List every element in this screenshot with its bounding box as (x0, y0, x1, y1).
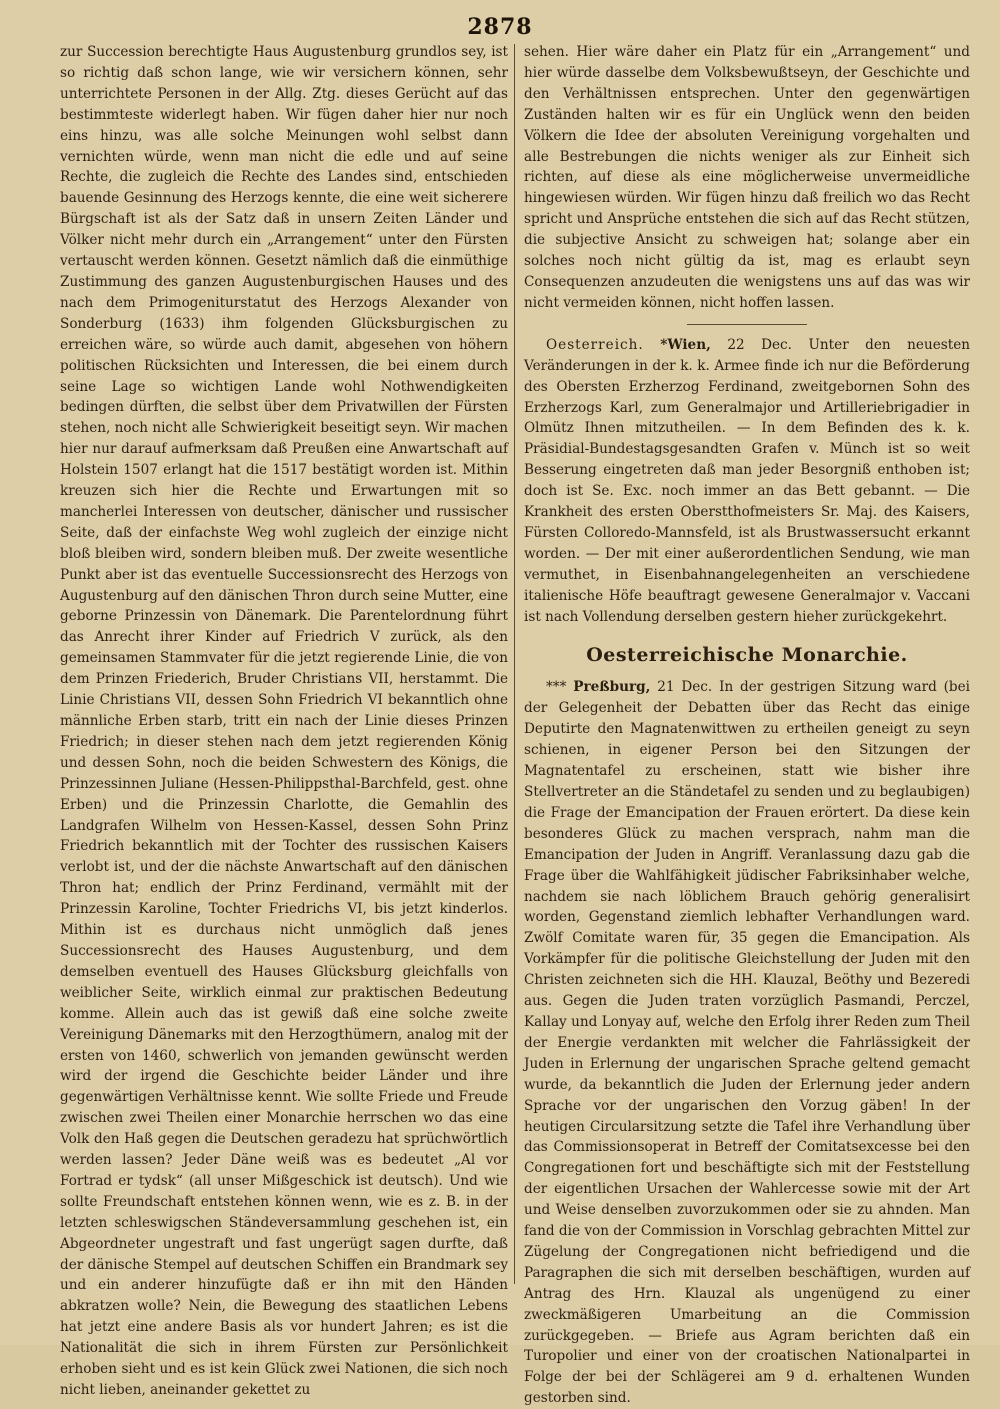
page-number: 2878 (467, 14, 533, 40)
article-continuation-end: sehen. Hier wäre daher ein Platz für ein „Arrangement“ und hier würde dasselbe dem Volksbewußtseyn, der Geschichte und den Verhältnissen entsprechen. Unter den gegenwärtigen Zuständen halten wir es für ein Unglück wenn den beiden Völkern die Idee der absoluten Vereinigung vorgehalten und alle Bestrebungen die nichts weniger als zur Einheit sich richten, auf diese als eine möglicherweise unvermeidliche hingewiesen würden. Wir fügen hinzu daß freilich wo das Recht spricht und Ansprüche entstehen die sich auf das Recht stützen, die subjective Ansicht zu schweigen hat; solange aber ein solches noch nicht gültig da ist, mag es erlaubt seyn Consequenzen anzudeuten die wenigstens uns auf das was wir nicht vermeiden können, nicht hoffen lassen. (524, 44, 970, 311)
pressburg-report (524, 677, 970, 1409)
section-heading-monarchy: Oesterreichische Monarchie. (586, 644, 908, 667)
pressburg-report-text: In der gestrigen Sitzung ward (bei der Gelegenheit der Debatten über das Recht das einige Deputirte den Magnatenwittwen zu ertheilen geneigt zu seyn schienen, in eigener Person bei den Sitzungen der Magnatentafel zu erscheinen, statt wie bisher ihre Stellvertreter an die Ständetafel zu senden und zu beglaubigen) die Frage der Emancipation der Frauen erörtert. Da diese kein besonderes Glück zu machen versprach, nahm man die Emancipation der Juden in Angriff. Veranlassung dazu gab die Frage über die Wahlfähigkeit jüdischer Fabriksinhaber welche, nachdem sie nach löblichem Brauch gehörig generalisirt worden, Gegenstand ziemlich lebhafter Verhandlungen ward. Zwölf Comitate waren für, 35 gegen die Emancipation. Als Vorkämpfer für die politische Gleichstellung der Juden mit den Christen zeichneten sich die HH. Klauzal, Beöthy und Bezeredi aus. Gegen die Juden traten vorzüglich Pasmandi, Perczel, Kallay und Lonyay auf, welche den Erfolg ihrer Reden zum Theil der Energie verdankten mit welcher die Fahrlässigkeit der Juden in Erlernung der ungarischen Sprache geltend gemacht wurde, da bekanntlich die Juden der Erlernung jeder andern Sprache vor der ungarischen den Vorzug gäben! In der heutigen Circularsitzung setzte die Tafel ihre Verhandlung über das Commissionsoperat in Betreff der Comitatsexcesse bei den Congregationen fort und beschäftigte sich mit der Feststellung der eigentlichen Ursachen der Wahlercesse sowie mit der Art und Weise denselben zuvorzukommen oder sie zu ahnden. Man fand die von der Commission in Vorschlag gebrachten Mittel zur Zügelung der Congregationen nicht befriedigend und die Paragraphen die sich mit derselben beschäftigen, wurden auf Antrag des Hrn. Klauzal als ungenügend zu einer zweckmäßigeren Umarbeitung an die Commission zurückgegeben. — Briefe aus Agram berichten daß ein Turopolier und einer von der croatischen Nationalpartei in Folge der bei der Schlägerei am 9 d. erhaltenen Wunden gestorben sind. (524, 679, 971, 1407)
austria-report-text: Unter den neuesten Veränderungen in der k. k. Armee finde ich nur die Beförderung des Obersten Erzherzog Ferdinand, zweitgebornen Sohn des Erzherzogs Karl, zum Generalmajor und Artilleriebrigadier in Olmütz Ihnen mitzutheilen. — In dem Befinden des k. k. Präsidial-Bundestagsgesandten Grafen v. Münch ist so weit Besserung eingetreten daß man jeder Besorgniß enthoben ist; doch ist Se. Exc. noch immer an das Bett gebannt. — Die Krankheit des ersten Oberstthofmeisters Sr. Maj. des Kaisers, Fürsten Colloredo-Mannsfeld, ist als Brustwassersucht erkannt worden. — Der mit einer außerordentlichen Sendung, wie man vermuthet, in Eisenbahnangelegenheiten an verschiedene italienische Höfe beauftragt gewesene Generalmajor v. Vaccani ist nach Vollendung derselben gestern hieher zurückgekehrt. (524, 336, 970, 625)
column-divider (514, 44, 515, 1284)
dateline-date-pressburg: 21 Dec. (657, 679, 713, 696)
dateline-place-wien: *Wien, (660, 336, 711, 353)
dateline-place-pressburg: Preßburg, (573, 679, 651, 696)
austria-report (524, 335, 970, 628)
country-heading-austria: Oesterreich. (546, 336, 644, 353)
section-divider (687, 324, 807, 325)
right-column (524, 42, 970, 1409)
article-continuation-paragraph: zur Succession berechtigte Haus Augustenburg grundlos sey, ist so richtig daß schon lange, wie wir versichern können, sehr unterrichtete Personen in der Allg. Ztg. dieses Gerücht auf das bestimmteste widerlegt haben. Wir fügen daher hier nur noch eins hinzu, was alle solche Meinungen wohl selbst dann vernichten würde, wenn man nicht die edle und auf seine Rechte, die zugleich die Rechte des Landes sind, entschieden bauende Gesinnung des Herzogs kennte, die eine weit sicherere Bürgschaft ist als der Satz daß in unsern Zeiten Länder und Völker nicht mehr durch ein „Arrangement“ unter den Fürsten vertauscht werden können. Gesetzt nämlich daß die einmüthige Zustimmung des ganzen Augustenburgischen Hauses und des nach dem Primogeniturstatut des Herzogs Alexander von Sonderburg (1633) ihm folgenden Glücksburgischen zu erreichen wäre, so würde auch damit, abgesehen von höhern politischen Rücksichten und Interessen, die bei einem durch seine Lage so wichtigen Lande wohl Nothwendigkeiten bedingen dürften, die selbst über dem Privatwillen der Fürsten stehen, noch nicht alle Schwierigkeit beseitigt seyn. Wir machen hier nur darauf aufmerksam daß Preußen eine Anwartschaft auf Holstein 1507 erlangt hat die 1517 bestätigt worden ist. Mithin kreuzen sich hier die Rechte und Erwartungen mit so mancherlei Interessen von deutscher, dänischer und russischer Seite, daß der einfachste Weg wohl zugleich der einzige nicht bloß bleiben wird, sondern bleiben muß. Der zweite wesentliche Punkt aber ist das eventuelle Successionsrecht des Herzogs von Augustenburg auf den dänischen Thron durch seine Mutter, eine geborne Prinzessin von Dänemark. Die Parentelordnung führt das Anrecht ihrer Kinder auf Friedrich V zurück, als den gemeinsamen Stammvater für die jetzt regierende Linie, die von dem Prinzen Friederich, Bruder Christians VII, herstammt. Die Linie Christians VII, dessen Sohn Friedrich VI bekanntlich ohne männliche Erben starb, tritt ein nach der Linie dieses Prinzen Friedrich; in dieser stehen nach dem jetzt regierenden König und dessen Sohn, noch die beiden Schwestern des Königs, die Prinzessinnen Juliane (Hessen-Philippsthal-Barchfeld, gest. ohne Erben) und die Prinzessin Charlotte, die Gemahlin des Landgrafen Wilhelm von Hessen-Kassel, dessen Sohn Prinz Friedrich bekanntlich mit der Tochter des russischen Kaisers verlobt ist, und der die nächste Anwartschaft auf den dänischen Thron hat; endlich der Prinz Ferdinand, vermählt mit der Prinzessin Karoline, Tochter Friedrichs VI, bis jetzt kinderlos. Mithin ist es durchaus nicht unmöglich daß jenes Successionsrecht des Hauses Augustenburg, und dem demselben eventuell des Hauses Glücksburg gleichfalls von weiblicher Seite, wirklich einmal zur praktischen Bedeutung komme. Allein auch das ist gewiß daß eine solche zweite Vereinigung Dänemarks mit den Herzogthümern, analog mit der ersten von 1460, schwerlich von jemanden gewünscht werden wird der irgend die Geschichte beider Länder und ihre gegenwärtigen Verhältnisse kennt. Wie sollte Friede und Freude zwischen zwei Theilen einer Monarchie herrschen wo das eine Volk den Haß gegen die Deutschen geradezu hat sprüchwörtlich werden lassen? Jeder Däne weiß was es bedeutet „Al vor Fortrad er tydsk“ (all unser Mißgeschick ist deutsch). Und wie sollte Freundschaft entstehen können wenn, wie es z. B. in der letzten schleswigschen Ständeversammlung geschehen ist, ein Abgeordneter ungestraft und fast ungerügt sagen durfte, daß der dänische Stempel auf deutschen Schiffen ein Brandmark sey und ein anderer hinzufügte daß er ihn mit den Händen abkratzen wolle? Nein, die Bewegung des staatlichen Lebens hat jetzt eine andere Basis als vor hundert Jahren; es ist die Nationalität die sich in ihrem Fürsten zur Persönlichkeit erhoben sieht und es ist kein Glück zwei Nationen, die sich noch nicht lieben, aneinander gekettet zu (60, 44, 508, 1398)
dateline-date-wien: 22 Dec. (727, 336, 792, 353)
left-column (60, 42, 508, 1401)
correspondent-marker: *** (546, 679, 567, 696)
